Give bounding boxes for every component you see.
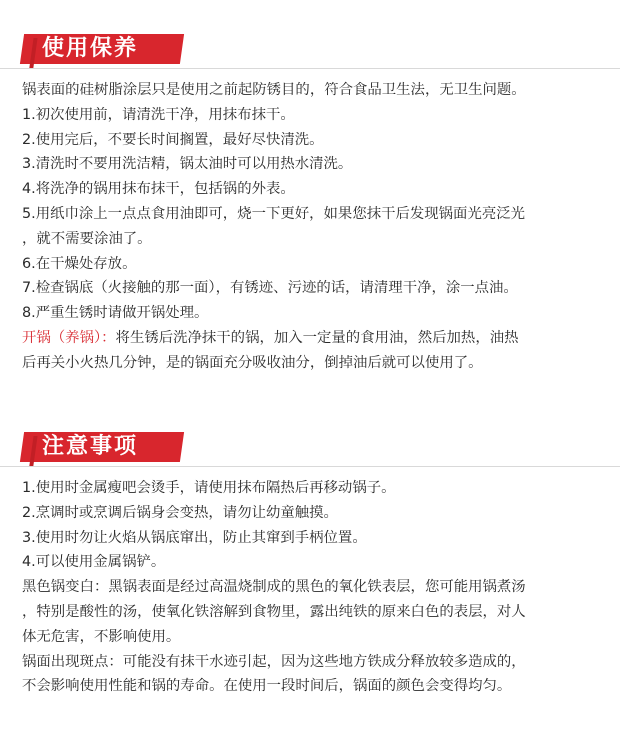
section-header <box>0 30 620 70</box>
paragraph-continuation: 体无危害，不影响使用。 <box>22 628 181 645</box>
section-body <box>0 70 620 376</box>
list-item-continuation: ，就不需要涂油了。 <box>22 230 152 247</box>
list-item: 4.可以使用金属锅铲。 <box>22 554 166 571</box>
paragraph: 黑色锅变白：黑锅表面是经过高温烧制成的黑色的氧化铁表层，您可能用锅煮汤 <box>22 579 526 596</box>
section-header <box>0 428 620 468</box>
section-body <box>0 468 620 699</box>
list-item: 3.使用时勿让火焰从锅底窜出，防止其窜到手柄位置。 <box>22 529 367 546</box>
list-item: 1.初次使用前，请清洗干净，用抹布抹干。 <box>22 106 295 123</box>
precautions-section <box>0 428 620 699</box>
list-item: 3.清洗时不要用洗洁精，锅太油时可以用热水清洗。 <box>22 156 353 173</box>
paragraph-continuation: ，特别是酸性的汤，使氧化铁溶解到食物里，露出纯铁的原来白色的表层，对人 <box>22 603 526 620</box>
list-item: 4.将洗净的锅用抹布抹干，包括锅的外表。 <box>22 181 295 198</box>
usage-maintenance-section <box>0 30 620 376</box>
seasoning-label: 开锅（养锅）： <box>22 329 116 346</box>
header-divider <box>0 466 620 467</box>
paragraph: 锅面出现斑点：可能没有抹干水迹引起，因为这些地方铁成分释放较多造成的， <box>22 653 526 670</box>
list-item: 1.使用时金属瘦吧会烫手，请使用抹布隔热后再移动锅子。 <box>22 480 396 496</box>
seasoning-note-continuation: 后再关小火热几分钟，是的锅面充分吸收油分，倒掉油后就可以使用了。 <box>22 354 483 371</box>
seasoning-text: 将生锈后洗净抹干的锅，加入一定量的食用油，然后加热，油热 <box>115 329 519 346</box>
list-item: 6.在干燥处存放。 <box>22 255 137 272</box>
paragraph-continuation: 不会影响使用性能和锅的寿命。在使用一段时间后，锅面的颜色会变得均匀。 <box>22 678 512 695</box>
tag-stripe <box>29 38 37 68</box>
list-item: 5.用纸巾涂上一点点食用油即可，烧一下更好，如果您抹干后发现锅面光亮泛光 <box>22 205 526 222</box>
list-item: 8.严重生锈时请做开锅处理。 <box>22 305 209 322</box>
seasoning-note <box>22 326 598 351</box>
intro-text: 锅表面的硅树脂涂层只是使用之前起防锈目的，符合食品卫生法，无卫生问题。 <box>22 82 526 98</box>
section-title: 使用保养 <box>42 36 139 61</box>
list-item: 7.检查锅底（火接触的那一面），有锈迹、污迹的话，请清理干净，涂一点油。 <box>22 280 518 297</box>
list-item: 2.使用完后，不要长时间搁置，最好尽快清洗。 <box>22 131 324 148</box>
header-divider <box>0 68 620 69</box>
tag-stripe <box>29 436 37 466</box>
section-title: 注意事项 <box>42 434 139 459</box>
list-item: 2.烹调时或烹调后锅身会变热，请勿让幼童触摸。 <box>22 504 338 521</box>
